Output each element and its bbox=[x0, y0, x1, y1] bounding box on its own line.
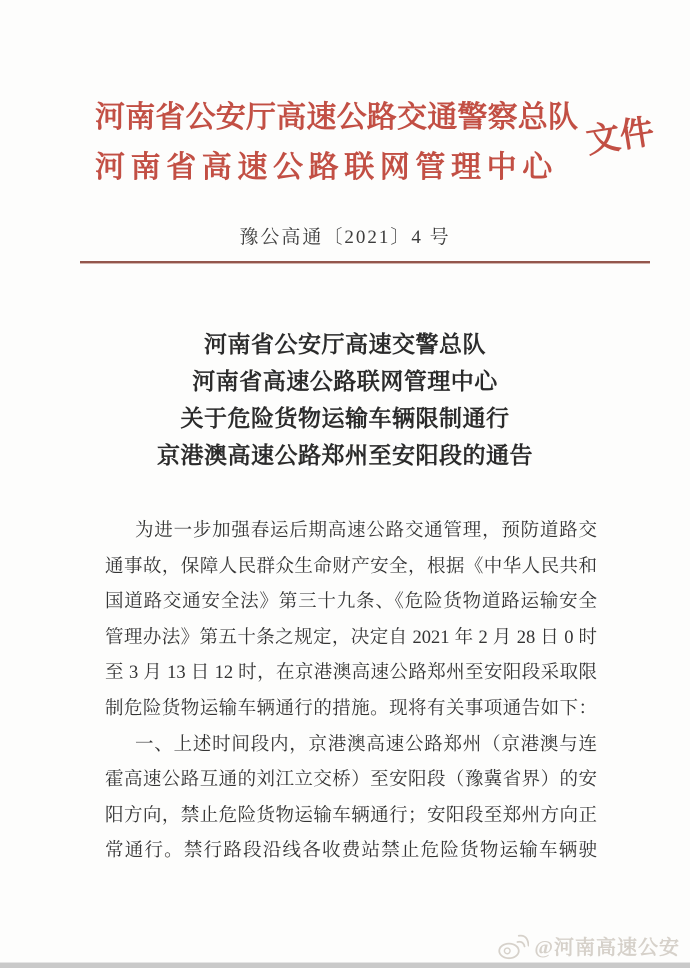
body-line: 管理办法》第五十条之规定，决定自 2021 年 2 月 28 日 0 时 bbox=[105, 627, 597, 648]
body-line: 通事故，保障人民群众生命财产安全，根据《中华人民共和 bbox=[105, 556, 597, 577]
title-line: 河南省公安厅高速交警总队 bbox=[204, 332, 486, 357]
body-paragraph bbox=[105, 728, 597, 870]
document-title bbox=[0, 326, 690, 474]
weibo-icon bbox=[497, 932, 529, 960]
body-line: 为进一步加强春运后期高速公路交通管理，预防道路交 bbox=[135, 521, 597, 541]
title-line: 河南省高速公路联网管理中心 bbox=[192, 369, 498, 394]
doc-number: 豫公高通〔2021〕4 号 bbox=[239, 227, 451, 248]
issuing-org-line-1: 河南省公安厅高速公路交通警察总队 bbox=[95, 101, 579, 134]
body-line: 一、上述时间段内，京港澳高速公路郑州（京港澳与连 bbox=[135, 734, 597, 755]
title-line: 关于危险货物运输车辆限制通行 bbox=[180, 406, 510, 431]
scan-edge-strip bbox=[0, 962, 690, 968]
issuing-org-line-2: 河南省高速公路联网管理中心 bbox=[95, 151, 558, 184]
body-line: 国道路交通安全法》第三十九条、《危险货物道路运输安全 bbox=[105, 592, 597, 613]
body-line: 制危险货物运输车辆通行的措施。现将有关事项通告如下： bbox=[105, 698, 597, 719]
weibo-watermark bbox=[497, 931, 680, 960]
title-line: 京港澳高速公路郑州至安阳段的通告 bbox=[157, 443, 533, 468]
body-line: 阳方向，禁止危险货物运输车辆通行；安阳段至郑州方向正 bbox=[105, 805, 597, 826]
document-body bbox=[105, 514, 597, 870]
body-line: 霍高速公路互通的刘江立交桥）至安阳段（豫冀省界）的安 bbox=[105, 770, 597, 791]
body-line: 常通行。禁行路段沿线各收费站禁止危险货物运输车辆驶 bbox=[105, 841, 597, 862]
body-line: 至 3 月 13 日 12 时，在京港澳高速公路郑州至安阳段采取限 bbox=[105, 663, 597, 684]
doc-type-label: 文件 bbox=[583, 113, 657, 161]
body-paragraph bbox=[105, 514, 597, 728]
red-divider-line bbox=[80, 261, 650, 263]
letterhead bbox=[95, 93, 578, 193]
weibo-handle: @河南高速公安 bbox=[534, 937, 680, 959]
